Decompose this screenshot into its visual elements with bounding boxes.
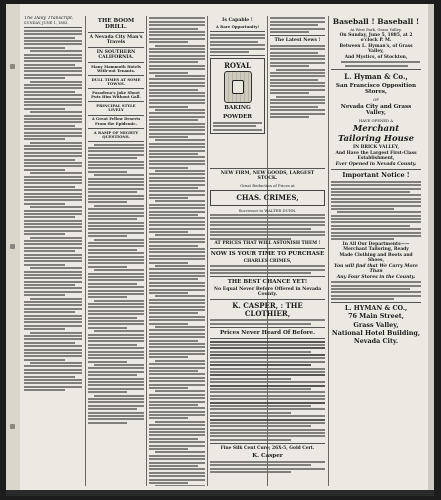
fine-silk-line: Fine Silk Cent Cure; 26X-5, Gold Cert. — [220, 445, 315, 451]
column-3 — [149, 16, 205, 486]
brick-valley: IN BRICK VALLEY, — [353, 144, 399, 150]
k-casper-footer: K. Casper — [252, 452, 283, 459]
headline-boom: THE BOOM DRILL. — [97, 18, 135, 31]
between-line: Between L. Hyman's, of Grass Valley, — [339, 44, 413, 54]
column-3-text — [149, 17, 205, 486]
sf-opposition-stores: San Francisco Opposition Stores, — [335, 82, 417, 95]
any-four-stores: Any Four Stores in the County. — [336, 274, 416, 280]
baseball-headline: Baseball ! Baseball ! — [332, 17, 420, 26]
left-margin — [6, 4, 20, 496]
astonish-line: AT PRICES THAT WILL ASTONISH THEM ! — [214, 241, 321, 247]
charles-crimes-name: CHARLES CRIMES, — [243, 259, 292, 265]
column-rule — [85, 16, 86, 486]
newspaper-page — [6, 4, 434, 496]
subhead-dull-times: DULL TIMES AT SOME TOWNS. — [91, 77, 141, 87]
best-chance: THE BEST CHANCE YET! — [227, 279, 308, 285]
subhead-fellow: A Great Fellow Deserts From the Epidemic. — [91, 116, 141, 126]
column-rule — [207, 16, 208, 486]
capable-header: Is Capable ! — [222, 18, 253, 23]
subhead-hotels: Many Mammoth Hotels With-out Tenants. — [91, 63, 141, 74]
baking-powder-can-icon — [224, 71, 252, 103]
subhead-questions: A RAMP OF MIGHTY QUESTIONS. — [93, 129, 139, 139]
footer-addr-1: 76 Main Street, — [348, 312, 404, 321]
sunday-line: On Sunday, June 5, 1885, at 2 o'clock P. M. — [339, 33, 413, 43]
west-park-line: At West Park, Grass Valley, — [350, 27, 402, 32]
ad-royal: ROYAL — [224, 60, 251, 70]
ever-opened: Ever Opened in Nevada County. — [335, 161, 417, 167]
scan-bottom-edge — [6, 490, 434, 496]
masthead: The Daily Transcript. — [24, 16, 74, 21]
chas-crimes-name: CHAS. CRIMES, — [236, 192, 299, 202]
column-6-hyman-ads — [331, 16, 421, 486]
merchant-tailoring-house: Merchant Tailoring House — [337, 123, 414, 144]
of-line: OF — [373, 96, 379, 102]
successor-line: Successor to WALTER DUNN. — [238, 207, 297, 213]
column-2-text — [88, 144, 144, 424]
column-1-text — [24, 30, 82, 391]
casper-clothier: K. CASPER, : THE CLOTHIER, — [232, 301, 303, 318]
now-purchase: NOW IS YOUR TIME TO PURCHASE — [210, 250, 325, 257]
footer-addr-3: National Hotel Building, — [331, 329, 421, 338]
subhead-style: PRINCIPAL STYLE LIVELY — [96, 103, 136, 113]
merchant-ads-block — [210, 166, 325, 486]
you-will-find: You will find that We Carry More Than — [334, 263, 418, 274]
nevada-grass-valley: Nevada City and Grass Valley, — [340, 103, 412, 116]
royal-baking-powder-ad — [210, 58, 265, 134]
headline-travels: A Nevada City Man's Travels — [89, 35, 143, 46]
largest-establishment: And Have the Largest First-Class Establishment, — [335, 150, 417, 161]
chas-crimes-box — [210, 190, 325, 206]
made-clothing: Made Clothing and Boots and Shoes, — [339, 252, 413, 263]
issue-date: SUNDAY, JUNE 1, 1885. — [24, 21, 69, 25]
subhead-pasadena: Pasadena's Jake Shoot Puts Him Without Gall. — [91, 90, 141, 100]
latest-news: The Latest News ! — [274, 37, 321, 43]
headline-southern-california: IN SOUTHERN CALIFORNIA. — [96, 49, 136, 61]
ad-baking: BAKING — [224, 105, 251, 112]
column-rule — [146, 16, 147, 486]
footer-addr-4: Nevada City. — [353, 337, 399, 346]
important-notice: Important Notice ! — [342, 171, 410, 180]
no-equal-line: No Equal Never Before Offered in Nevada County. — [213, 287, 322, 298]
column-2 — [88, 16, 144, 486]
ad-powder: POWDER — [222, 113, 253, 120]
margin-mark — [10, 424, 15, 429]
footer-addr-2: Grass Valley, — [353, 320, 399, 329]
new-firm-headline: NEW FIRM, NEW GOODS, LARGEST STOCK. — [220, 170, 315, 181]
column-5 — [270, 16, 325, 164]
reduction-line: Great Reduction of Prices at — [240, 182, 295, 188]
mystics-line: And Mystics, of Stockton, — [344, 55, 408, 60]
margin-mark — [10, 64, 15, 69]
prices-never-heard: Prices Never Heard Of Before. — [219, 329, 316, 336]
footer-firm: L. HYMAN & CO., — [344, 303, 408, 312]
column-rule — [328, 16, 329, 486]
departments-line: In All Our Departments——Merchant Tailoring, Ready — [342, 241, 410, 252]
column-1 — [24, 16, 82, 486]
hyman-headline: L. Hyman & Co., — [344, 71, 408, 81]
binding-edge — [428, 4, 434, 496]
column-4 — [210, 16, 265, 164]
have-opened: HAVE OPENED A — [358, 117, 394, 123]
rare-opportunity: A Rare Opportunity! — [215, 24, 260, 30]
margin-mark — [10, 244, 15, 249]
